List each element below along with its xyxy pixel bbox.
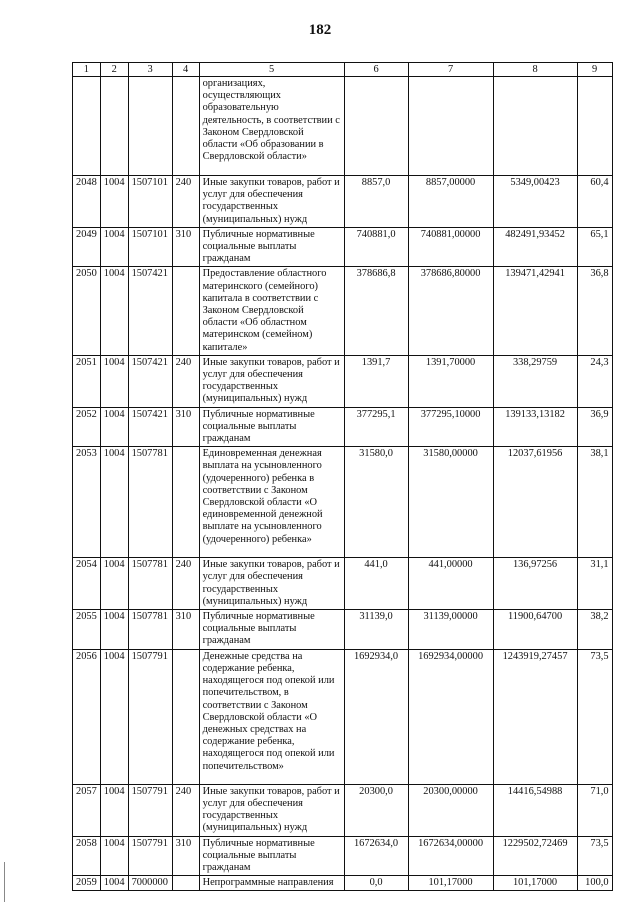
expense-type-cell: 310 (172, 610, 199, 650)
section-code-cell: 1004 (100, 784, 128, 836)
expense-type-cell: 240 (172, 784, 199, 836)
section-code-cell: 1004 (100, 267, 128, 355)
execution-percent-cell: 60,4 (577, 176, 612, 228)
execution-percent-cell: 71,0 (577, 784, 612, 836)
target-article-cell: 1507421 (128, 267, 172, 355)
description-cell: Иные закупки товаров, работ и услуг для обеспечения государственных (муниципальных) нужд (199, 355, 344, 407)
planned-amount-cell: 378686,8 (344, 267, 408, 355)
column-header: 8 (493, 63, 577, 77)
executed-amount-cell: 139133,13182 (493, 407, 577, 447)
section-code-cell: 1004 (100, 876, 128, 891)
target-article-cell: 1507781 (128, 447, 172, 558)
executed-amount-cell: 136,97256 (493, 558, 577, 610)
specified-amount-cell: 31580,00000 (408, 447, 493, 558)
row-number-cell: 2057 (73, 784, 101, 836)
target-article-cell: 1507421 (128, 355, 172, 407)
planned-amount-cell (344, 77, 408, 176)
target-article-cell: 1507791 (128, 784, 172, 836)
expense-type-cell (172, 77, 199, 176)
description-cell: Предоставление областного материнского (семейного) капитала в соответствии с Законом Свердловской области «Об областном материнском (семейном) капитале» (199, 267, 344, 355)
target-article-cell: 1507101 (128, 227, 172, 267)
section-code-cell: 1004 (100, 407, 128, 447)
execution-percent-cell: 65,1 (577, 227, 612, 267)
execution-percent-cell (577, 77, 612, 176)
execution-percent-cell: 31,1 (577, 558, 612, 610)
specified-amount-cell: 20300,00000 (408, 784, 493, 836)
row-number-cell: 2048 (73, 176, 101, 228)
planned-amount-cell: 1692934,0 (344, 649, 408, 784)
planned-amount-cell: 1672634,0 (344, 836, 408, 876)
table-row (73, 77, 613, 176)
description-cell: организациях, осуществляющих образовательную деятельность, в соответствии с Законом Свердловской области «Об образовании в Свердловской области» (199, 77, 344, 176)
executed-amount-cell: 338,29759 (493, 355, 577, 407)
execution-percent-cell: 36,8 (577, 267, 612, 355)
specified-amount-cell: 101,17000 (408, 876, 493, 891)
column-header: 3 (128, 63, 172, 77)
executed-amount-cell: 5349,00423 (493, 176, 577, 228)
page-number: 182 (308, 22, 332, 38)
column-header: 1 (73, 63, 101, 77)
description-cell: Публичные нормативные социальные выплаты гражданам (199, 836, 344, 876)
planned-amount-cell: 8857,0 (344, 176, 408, 228)
table-row (73, 876, 613, 891)
row-number-cell: 2049 (73, 227, 101, 267)
expense-type-cell (172, 267, 199, 355)
section-code-cell: 1004 (100, 227, 128, 267)
executed-amount-cell (493, 77, 577, 176)
row-number-cell: 2056 (73, 649, 101, 784)
section-code-cell: 1004 (100, 558, 128, 610)
row-number-cell: 2050 (73, 267, 101, 355)
execution-percent-cell: 36,9 (577, 407, 612, 447)
row-number-cell: 2059 (73, 876, 101, 891)
section-code-cell: 1004 (100, 836, 128, 876)
description-cell: Иные закупки товаров, работ и услуг для обеспечения государственных (муниципальных) нужд (199, 176, 344, 228)
table-row (73, 784, 613, 836)
expense-type-cell: 240 (172, 176, 199, 228)
table-row (73, 267, 613, 355)
table-row (73, 836, 613, 876)
description-cell: Публичные нормативные социальные выплаты гражданам (199, 227, 344, 267)
expense-type-cell (172, 876, 199, 891)
description-cell: Публичные нормативные социальные выплаты гражданам (199, 407, 344, 447)
table-row (73, 649, 613, 784)
target-article-cell: 1507791 (128, 649, 172, 784)
executed-amount-cell: 1243919,27457 (493, 649, 577, 784)
executed-amount-cell: 482491,93452 (493, 227, 577, 267)
specified-amount-cell: 378686,80000 (408, 267, 493, 355)
section-code-cell: 1004 (100, 610, 128, 650)
section-code-cell (100, 77, 128, 176)
specified-amount-cell: 441,00000 (408, 558, 493, 610)
description-cell: Денежные средства на содержание ребенка, находящегося под опекой или попечительством, в соответствии с Законом Свердловской области «О денежных средствах на содержание ребенка, находящегося под опекой или попечительством» (199, 649, 344, 784)
target-article-cell: 1507421 (128, 407, 172, 447)
table-row (73, 227, 613, 267)
expense-type-cell (172, 447, 199, 558)
executed-amount-cell: 101,17000 (493, 876, 577, 891)
row-number-cell: 2058 (73, 836, 101, 876)
row-number-cell (73, 77, 101, 176)
specified-amount-cell: 740881,00000 (408, 227, 493, 267)
executed-amount-cell: 11900,64700 (493, 610, 577, 650)
table-row (73, 610, 613, 650)
budget-table (72, 62, 613, 891)
description-cell: Иные закупки товаров, работ и услуг для обеспечения государственных (муниципальных) нужд (199, 784, 344, 836)
execution-percent-cell: 73,5 (577, 836, 612, 876)
target-article-cell: 7000000 (128, 876, 172, 891)
expense-type-cell (172, 649, 199, 784)
target-article-cell: 1507101 (128, 176, 172, 228)
column-header: 4 (172, 63, 199, 77)
row-number-cell: 2054 (73, 558, 101, 610)
planned-amount-cell: 377295,1 (344, 407, 408, 447)
target-article-cell (128, 77, 172, 176)
specified-amount-cell: 377295,10000 (408, 407, 493, 447)
execution-percent-cell: 38,1 (577, 447, 612, 558)
expense-type-cell: 310 (172, 836, 199, 876)
section-code-cell: 1004 (100, 447, 128, 558)
specified-amount-cell (408, 77, 493, 176)
executed-amount-cell: 12037,61956 (493, 447, 577, 558)
planned-amount-cell: 31139,0 (344, 610, 408, 650)
planned-amount-cell: 441,0 (344, 558, 408, 610)
column-header: 6 (344, 63, 408, 77)
planned-amount-cell: 20300,0 (344, 784, 408, 836)
row-number-cell: 2053 (73, 447, 101, 558)
table-body (73, 77, 613, 891)
description-cell: Публичные нормативные социальные выплаты гражданам (199, 610, 344, 650)
expense-type-cell: 310 (172, 407, 199, 447)
column-header: 7 (408, 63, 493, 77)
execution-percent-cell: 100,0 (577, 876, 612, 891)
execution-percent-cell: 73,5 (577, 649, 612, 784)
section-code-cell: 1004 (100, 176, 128, 228)
row-number-cell: 2052 (73, 407, 101, 447)
expense-type-cell: 310 (172, 227, 199, 267)
executed-amount-cell: 139471,42941 (493, 267, 577, 355)
target-article-cell: 1507781 (128, 558, 172, 610)
specified-amount-cell: 8857,00000 (408, 176, 493, 228)
row-number-cell: 2051 (73, 355, 101, 407)
target-article-cell: 1507781 (128, 610, 172, 650)
execution-percent-cell: 24,3 (577, 355, 612, 407)
description-cell: Иные закупки товаров, работ и услуг для обеспечения государственных (муниципальных) нужд (199, 558, 344, 610)
table-header-row (73, 63, 613, 77)
table-row (73, 407, 613, 447)
description-cell: Единовременная денежная выплата на усыновленного (удочеренного) ребенка в соответствии с Законом Свердловской области «О единовременной денежной выплате на усыновленного (удочеренного) ребенка» (199, 447, 344, 558)
executed-amount-cell: 1229502,72469 (493, 836, 577, 876)
specified-amount-cell: 1672634,00000 (408, 836, 493, 876)
execution-percent-cell: 38,2 (577, 610, 612, 650)
expense-type-cell: 240 (172, 355, 199, 407)
planned-amount-cell: 740881,0 (344, 227, 408, 267)
section-code-cell: 1004 (100, 355, 128, 407)
column-header: 9 (577, 63, 612, 77)
specified-amount-cell: 1391,70000 (408, 355, 493, 407)
column-header: 2 (100, 63, 128, 77)
row-number-cell: 2055 (73, 610, 101, 650)
planned-amount-cell: 31580,0 (344, 447, 408, 558)
planned-amount-cell: 0,0 (344, 876, 408, 891)
column-header: 5 (199, 63, 344, 77)
section-code-cell: 1004 (100, 649, 128, 784)
planned-amount-cell: 1391,7 (344, 355, 408, 407)
table-row (73, 447, 613, 558)
table-row (73, 176, 613, 228)
target-article-cell: 1507791 (128, 836, 172, 876)
specified-amount-cell: 1692934,00000 (408, 649, 493, 784)
expense-type-cell: 240 (172, 558, 199, 610)
table-row (73, 558, 613, 610)
executed-amount-cell: 14416,54988 (493, 784, 577, 836)
scan-edge-mark (4, 862, 5, 902)
table-row (73, 355, 613, 407)
description-cell: Непрограммные направления (199, 876, 344, 891)
specified-amount-cell: 31139,00000 (408, 610, 493, 650)
